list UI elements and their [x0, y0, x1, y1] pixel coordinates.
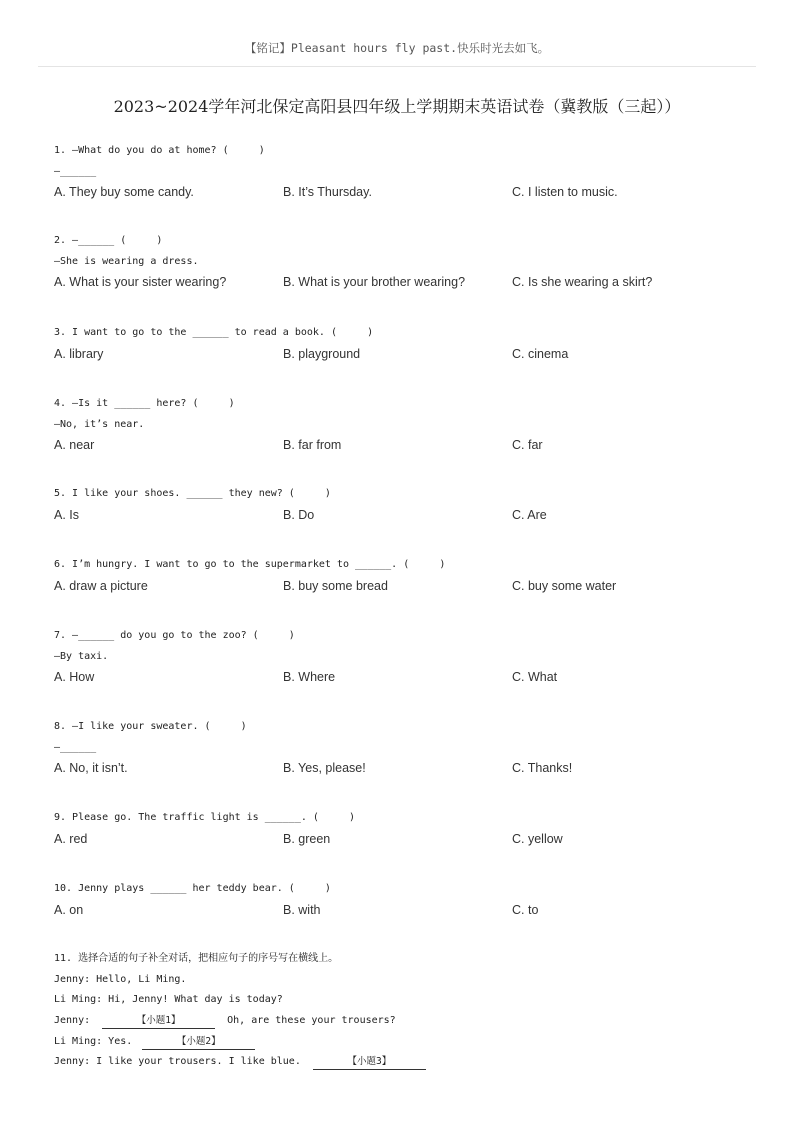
question-10 [54, 879, 754, 920]
question-9 [54, 808, 754, 849]
question-instruction: 11. 选择合适的句子补全对话，把相应句子的序号写在横线上。 [54, 953, 339, 964]
question-stem: 6. I’m hungry. I want to go to the supermarket to ______. ( ) [54, 559, 446, 570]
question-stem: 1. —What do you do at home? ( ) [54, 145, 265, 156]
question-stem: 8. —I like your sweater. ( ) [54, 721, 247, 732]
option-c: C. yellow [512, 831, 563, 846]
question-stem: 3. I want to go to the ______ to read a book. ( ) [54, 327, 374, 338]
question-6 [54, 555, 754, 596]
question-2 [54, 231, 754, 293]
question-stem: 9. Please go. The traffic light is ______. ( ) [54, 812, 356, 823]
option-a: A. on [54, 902, 84, 917]
options-row [54, 505, 754, 526]
options-row [54, 667, 754, 688]
option-c: C. cinema [512, 346, 569, 361]
option-a: A. red [54, 831, 88, 846]
header-divider [38, 66, 756, 67]
dialogue-text: Oh, are these your trousers? [227, 1015, 396, 1027]
option-a: A. No, it isn’t. [54, 761, 128, 776]
options-row [54, 758, 754, 779]
option-c: C. Thanks! [512, 761, 573, 776]
question-3 [54, 323, 754, 364]
option-c: C. Are [512, 507, 547, 522]
answer-blank-3: 【小题3】 [313, 1054, 426, 1070]
options-row [54, 272, 754, 293]
question-stem: 10. Jenny plays ______ her teddy bear. ( ) [54, 883, 331, 894]
options-row [54, 182, 754, 203]
option-b: B. It’s Thursday. [283, 185, 372, 200]
option-b: B. What is your brother wearing? [283, 275, 466, 290]
dialogue-speaker: Li Ming: Yes. [54, 1035, 133, 1047]
question-stem: 4. —Is it ______ here? ( ) [54, 398, 235, 409]
option-c: C. What [512, 670, 558, 685]
question-11 [54, 949, 754, 1073]
answer-line: —No, it’s near. [54, 418, 145, 430]
question-4 [54, 394, 754, 456]
option-b: B. Do [283, 507, 315, 522]
option-c: C. far [512, 438, 543, 453]
question-stem: 2. —______ ( ) [54, 235, 163, 246]
option-b: B. Yes, please! [283, 761, 366, 776]
dialogue-speaker: Jenny: [54, 1015, 91, 1027]
answer-line: —She is wearing a dress. [54, 255, 199, 267]
option-c: C. buy some water [512, 578, 617, 593]
option-c: C. to [512, 902, 539, 917]
options-row [54, 829, 754, 850]
question-5 [54, 484, 754, 525]
dialogue-line-3 [54, 1011, 754, 1032]
answer-blank-1: 【小题1】 [102, 1013, 215, 1029]
options-row [54, 900, 754, 921]
option-a: A. What is your sister wearing? [54, 275, 227, 290]
dialogue-line-2: Li Ming: Hi, Jenny! What day is today? [54, 994, 283, 1006]
options-row [54, 576, 754, 597]
answer-line: —______ [54, 741, 97, 753]
option-a: A. near [54, 438, 95, 453]
option-b: B. buy some bread [283, 578, 388, 593]
option-b: B. green [283, 831, 331, 846]
option-a: A. draw a picture [54, 578, 148, 593]
options-row [54, 344, 754, 365]
option-b: B. with [283, 902, 321, 917]
question-7 [54, 626, 754, 688]
option-a: A. library [54, 346, 104, 361]
option-c: C. I listen to music. [512, 185, 618, 200]
dialogue-line-5 [54, 1052, 754, 1073]
answer-blank-2: 【小题2】 [142, 1034, 255, 1050]
dialogue-speaker: Jenny: I like your trousers. I like blue. [54, 1056, 301, 1068]
dialogue-line-4 [54, 1032, 754, 1053]
dialogue-line-1: Jenny: Hello, Li Ming. [54, 973, 187, 985]
question-8 [54, 717, 754, 779]
answer-line: —______ [54, 165, 97, 177]
options-row [54, 435, 754, 456]
option-b: B. Where [283, 670, 336, 685]
page-title: 2023~2024学年河北保定高阳县四年级上学期期末英语试卷（冀教版（三起）） [113, 97, 681, 116]
option-a: A. They buy some candy. [54, 185, 194, 200]
option-a: A. How [54, 670, 95, 685]
option-a: A. Is [54, 507, 80, 522]
option-b: B. far from [283, 438, 342, 453]
question-stem: 5. I like your shoes. ______ they new? ( ) [54, 488, 331, 499]
answer-line: —By taxi. [54, 650, 109, 662]
option-c: C. Is she wearing a skirt? [512, 275, 653, 290]
option-b: B. playground [283, 346, 361, 361]
question-1 [54, 141, 754, 203]
question-stem: 7. —______ do you go to the zoo? ( ) [54, 630, 295, 641]
header-motto: 【铭记】Pleasant hours fly past.快乐时光去如飞。 [244, 41, 550, 55]
